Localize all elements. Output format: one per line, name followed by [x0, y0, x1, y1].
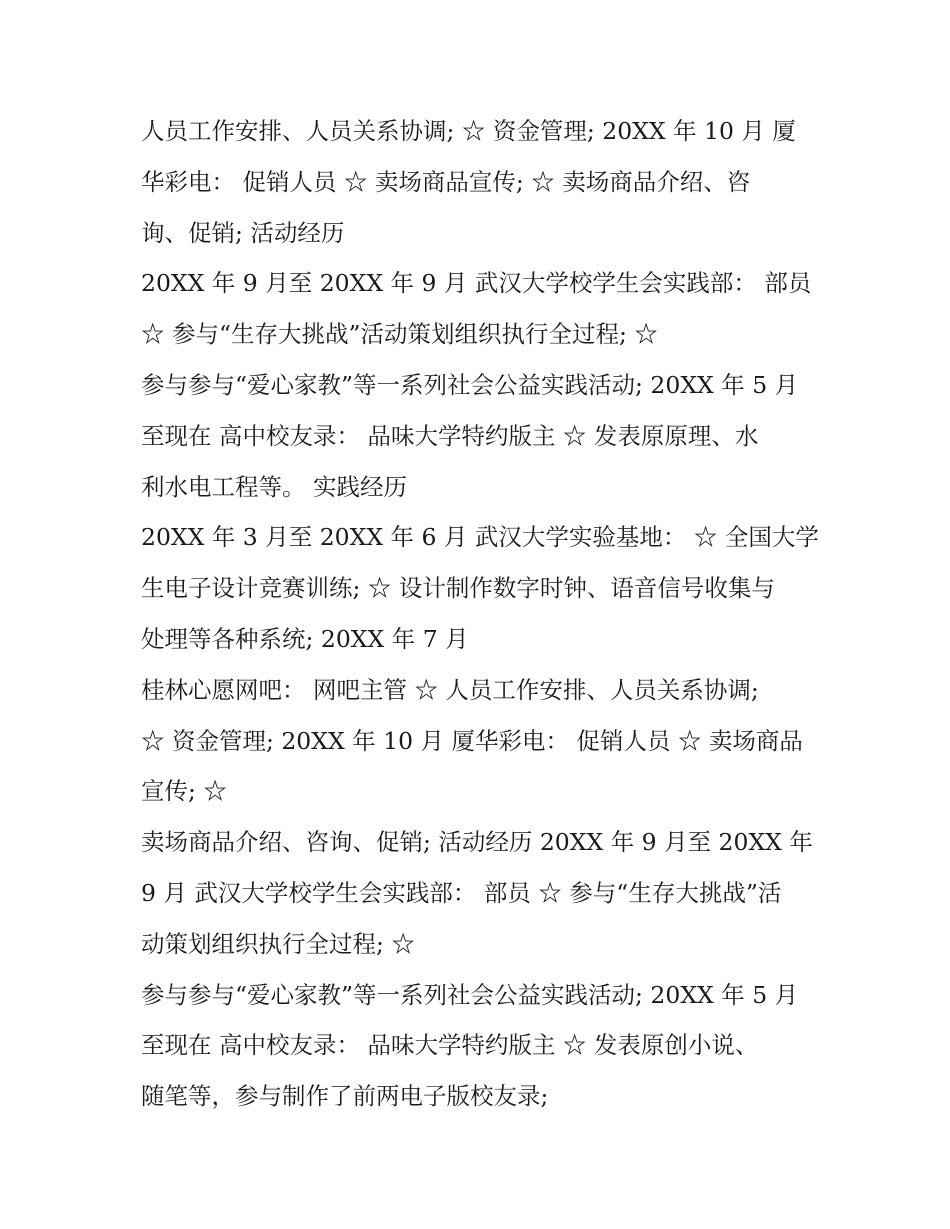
text-line: 20XX 年 9 月至 20XX 年 9 月 武汉大学校学生会实践部： 部员: [141, 269, 812, 298]
text-line: 处理等各种系统; 20XX 年 7 月: [141, 624, 469, 653]
text-line: 参与参与“爱心家教”等一系列社会公益实践活动; 20XX 年 5 月: [141, 370, 799, 399]
text-line: 至现在 高中校友录： 品味大学特约版主 ☆ 发表原原理、水: [141, 421, 759, 450]
text-line: 华彩电： 促销人员 ☆ 卖场商品宣传; ☆ 卖场商品介绍、咨: [141, 167, 751, 196]
text-line: ☆ 参与“生存大挑战”活动策划组织执行全过程; ☆: [141, 320, 658, 349]
text-line: 20XX 年 3 月至 20XX 年 6 月 武汉大学实验基地： ☆ 全国大学: [141, 523, 819, 552]
text-line: 利水电工程等。 实践经历: [141, 472, 407, 501]
text-line: 至现在 高中校友录： 品味大学特约版主 ☆ 发表原创小说、: [141, 1031, 759, 1060]
text-line: 卖场商品介绍、咨询、促销; 活动经历 20XX 年 9 月至 20XX 年: [141, 828, 813, 857]
text-line: 桂林心愿网吧： 网吧主管 ☆ 人员工作安排、人员关系协调;: [141, 675, 759, 704]
document-body: [141, 106, 821, 1122]
text-line: 人员工作安排、人员关系协调; ☆ 资金管理; 20XX 年 10 月 厦: [141, 117, 796, 145]
text-line: 动策划组织执行全过程; ☆: [141, 929, 415, 958]
text-line: 询、促销; 活动经历: [141, 218, 345, 247]
text-line: 宣传; ☆: [141, 777, 227, 806]
text-line: ☆ 资金管理; 20XX 年 10 月 厦华彩电： 促销人员 ☆ 卖场商品: [141, 726, 803, 755]
text-line: 9 月 武汉大学校学生会实践部： 部员 ☆ 参与“生存大挑战”活: [141, 878, 782, 907]
text-line: 随笔等，参与制作了前两电子版校友录;: [141, 1082, 549, 1111]
text-line: 参与参与“爱心家教”等一系列社会公益实践活动; 20XX 年 5 月: [141, 980, 799, 1009]
text-line: 生电子设计竞赛训练; ☆ 设计制作数字时钟、语音信号收集与: [141, 574, 775, 603]
